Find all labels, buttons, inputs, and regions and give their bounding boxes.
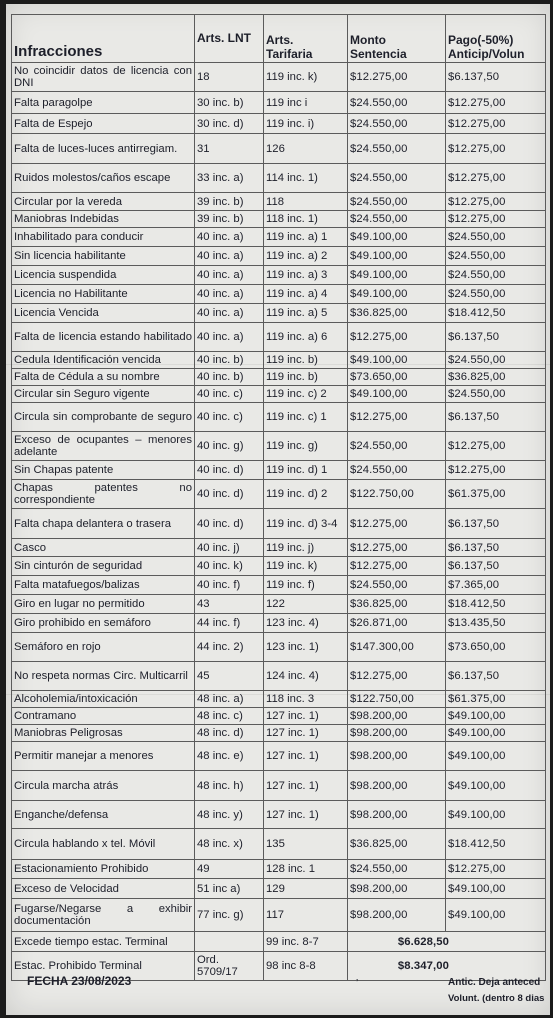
monto-sentencia-cell: $24.550,00 [348,92,446,114]
stray-mark: ’ [356,978,359,989]
pago-anticipado-cell: $49.100,00 [446,879,546,899]
infraction-name: Cedula Identificación vencida [12,352,195,369]
infraction-name: No respeta normas Circ. Multicarril [12,662,195,691]
table-row [12,211,546,228]
monto-merged-cell: $6.628,50 [348,932,546,952]
monto-sentencia-cell: $26.871,00 [348,614,446,633]
monto-sentencia-cell: $49.100,00 [348,247,446,266]
infraction-name: Falta de luces-luces antirregiam. [12,134,195,164]
table-row [12,829,546,860]
document-date: FECHA 23/08/2023 [27,974,132,988]
footnote-line-1: Antic. Deja anteced [448,977,541,988]
infraction-name: Fugarse/Negarse a exhibir documentación [12,899,195,932]
monto-sentencia-cell: $73.650,00 [348,369,446,386]
table-row [12,369,546,386]
pago-anticipado-cell: $12.275,00 [446,114,546,134]
arts-lnt-cell: 40 inc. c) [195,386,264,403]
monto-sentencia-cell: $12.275,00 [348,557,446,576]
infraction-name: Circula sin comprobante de seguro [12,403,195,432]
arts-lnt-cell: 31 [195,134,264,164]
pago-anticipado-cell: $6.137,50 [446,509,546,539]
arts-tarifaria-cell: 118 [264,193,348,211]
monto-sentencia-cell: $24.550,00 [348,860,446,879]
arts-lnt-cell: 44 inc. f) [195,614,264,633]
arts-tarifaria-cell: 127 inc. 1) [264,801,348,829]
arts-tarifaria-cell: 98 inc 8-8 [264,952,348,981]
arts-tarifaria-cell: 119 inc. a) 5 [264,304,348,323]
arts-tarifaria-cell: 123 inc. 4) [264,614,348,633]
pago-anticipado-cell: $24.550,00 [446,352,546,369]
header-infracciones: Infracciones [12,15,195,63]
table-row [12,708,546,725]
table-row [12,725,546,742]
pago-anticipado-cell: $24.550,00 [446,247,546,266]
arts-lnt-cell: 40 inc. c) [195,403,264,432]
infraction-name: Licencia no Habilitante [12,285,195,304]
arts-lnt-cell: 40 inc. g) [195,432,264,461]
arts-tarifaria-cell: 122 [264,595,348,614]
monto-sentencia-cell: $98.200,00 [348,742,446,771]
table-row [12,595,546,614]
infraction-name: Contramano [12,708,195,725]
pago-anticipado-cell: $12.275,00 [446,432,546,461]
monto-sentencia-cell: $98.200,00 [348,801,446,829]
arts-lnt-cell: 48 inc. a) [195,691,264,708]
arts-lnt-cell: 40 inc. a) [195,228,264,247]
infraction-name: Exceso de ocupantes – menores adelante [12,432,195,461]
arts-lnt-cell: 40 inc. d) [195,461,264,480]
monto-sentencia-cell: $98.200,00 [348,725,446,742]
arts-lnt-cell: 48 inc. h) [195,771,264,801]
arts-lnt-cell: 40 inc. k) [195,557,264,576]
arts-tarifaria-cell: 119 inc. d) 3-4 [264,509,348,539]
pago-anticipado-cell: $7.365,00 [446,576,546,595]
table-row [12,801,546,829]
monto-sentencia-cell: $24.550,00 [348,164,446,193]
arts-tarifaria-cell: 123 inc. 1) [264,633,348,662]
table-row [12,134,546,164]
arts-lnt-cell: 30 inc. d) [195,114,264,134]
infraction-name: Chapas patentes no correspondiente [12,480,195,509]
arts-tarifaria-cell: 119 inc. a) 4 [264,285,348,304]
pago-anticipado-cell: $6.137,50 [446,63,546,92]
infraction-name: Licencia suspendida [12,266,195,285]
arts-tarifaria-cell: 119 inc. a) 1 [264,228,348,247]
infraction-name: Giro prohibido en semáforo [12,614,195,633]
monto-sentencia-cell: $98.200,00 [348,708,446,725]
arts-tarifaria-cell: 118 inc. 1) [264,211,348,228]
infraction-name: Circula hablando x tel. Móvil [12,829,195,860]
monto-sentencia-cell: $12.275,00 [348,403,446,432]
arts-tarifaria-cell: 114 inc. 1) [264,164,348,193]
table-row [12,403,546,432]
table-row [12,266,546,285]
infraction-name: Maniobras Indebidas [12,211,195,228]
arts-lnt-cell: 40 inc. d) [195,480,264,509]
pago-anticipado-cell: $49.100,00 [446,771,546,801]
infraction-name: Casco [12,539,195,557]
arts-lnt-cell: 40 inc. b) [195,352,264,369]
arts-lnt-cell: 48 inc. y) [195,801,264,829]
arts-tarifaria-cell: 119 inc. a) 2 [264,247,348,266]
infractions-rows [12,63,546,932]
monto-sentencia-cell: $36.825,00 [348,595,446,614]
pago-anticipado-cell: $6.137,50 [446,403,546,432]
arts-lnt-cell: 44 inc. 2) [195,633,264,662]
infraction-name: Enganche/defensa [12,801,195,829]
arts-lnt-cell: 39 inc. b) [195,193,264,211]
arts-tarifaria-cell: 119 inc. d) 1 [264,461,348,480]
arts-tarifaria-cell: 119 inc. i) [264,114,348,134]
arts-tarifaria-cell: 124 inc. 4) [264,662,348,691]
terminal-row [12,932,546,952]
arts-tarifaria-cell: 118 inc. 3 [264,691,348,708]
pago-anticipado-cell: $12.275,00 [446,461,546,480]
arts-lnt-cell: 39 inc. b) [195,211,264,228]
table-row [12,614,546,633]
infraction-name: Sin cinturón de seguridad [12,557,195,576]
table-row [12,386,546,403]
monto-sentencia-cell: $98.200,00 [348,879,446,899]
table-row [12,63,546,92]
table-row [12,285,546,304]
table-row [12,576,546,595]
footnote-line-2: Volunt. (dentro 8 dias [448,993,545,1004]
pago-anticipado-cell: $36.825,00 [446,369,546,386]
pago-anticipado-cell: $24.550,00 [446,386,546,403]
arts-tarifaria-cell: 119 inc. g) [264,432,348,461]
infraction-name: Falta matafuegos/balizas [12,576,195,595]
table-row [12,557,546,576]
arts-lnt-cell: 40 inc. f) [195,576,264,595]
infractions-table [11,14,546,981]
arts-tarifaria-cell: 99 inc. 8-7 [264,932,348,952]
infraction-name: Ruidos molestos/caños escape [12,164,195,193]
pago-anticipado-cell: $49.100,00 [446,801,546,829]
header-arts-lnt: Arts. LNT [195,15,264,63]
infraction-name: Circular por la vereda [12,193,195,211]
infraction-name: Estac. Prohibido Terminal [12,952,195,981]
monto-sentencia-cell: $36.825,00 [348,304,446,323]
table-row [12,742,546,771]
monto-sentencia-cell: $12.275,00 [348,509,446,539]
infraction-name: Falta de Cédula a su nombre [12,369,195,386]
infraction-name: Circular sin Seguro vigente [12,386,195,403]
arts-lnt-cell: 40 inc. d) [195,509,264,539]
monto-sentencia-cell: $36.825,00 [348,829,446,860]
table-row [12,771,546,801]
monto-sentencia-cell: $24.550,00 [348,114,446,134]
pago-anticipado-cell: $49.100,00 [446,742,546,771]
monto-sentencia-cell: $12.275,00 [348,539,446,557]
table-row [12,247,546,266]
pago-anticipado-cell: $6.137,50 [446,323,546,352]
arts-tarifaria-cell: 119 inc. a) 6 [264,323,348,352]
pago-anticipado-cell: $12.275,00 [446,211,546,228]
arts-lnt-cell: 40 inc. a) [195,285,264,304]
table-row [12,92,546,114]
arts-tarifaria-cell: 119 inc. k) [264,557,348,576]
pago-anticipado-cell: $24.550,00 [446,228,546,247]
monto-sentencia-cell: $24.550,00 [348,432,446,461]
arts-lnt-cell: 48 inc. e) [195,742,264,771]
arts-lnt-cell: 48 inc. x) [195,829,264,860]
arts-lnt-cell: 51 inc a) [195,879,264,899]
infraction-name: Licencia Vencida [12,304,195,323]
pago-anticipado-cell: $49.100,00 [446,899,546,932]
table-row [12,539,546,557]
monto-sentencia-cell: $147.300,00 [348,633,446,662]
arts-lnt-cell: 18 [195,63,264,92]
arts-lnt-cell: 43 [195,595,264,614]
arts-tarifaria-cell: 126 [264,134,348,164]
table-row [12,352,546,369]
arts-lnt-cell: 45 [195,662,264,691]
table-row [12,691,546,708]
arts-lnt-cell: 40 inc. b) [195,369,264,386]
pago-anticipado-cell: $6.137,50 [446,557,546,576]
infraction-name: Falta chapa delantera o trasera [12,509,195,539]
infraction-name: Falta de Espejo [12,114,195,134]
pago-anticipado-cell: $49.100,00 [446,708,546,725]
arts-lnt-cell: 40 inc. a) [195,247,264,266]
arts-tarifaria-cell: 117 [264,899,348,932]
monto-sentencia-cell: $12.275,00 [348,662,446,691]
arts-tarifaria-cell: 135 [264,829,348,860]
table-row [12,633,546,662]
arts-lnt-cell: 30 inc. b) [195,92,264,114]
table-row [12,432,546,461]
table-row [12,662,546,691]
arts-tarifaria-cell: 127 inc. 1) [264,725,348,742]
infraction-name: Falta de licencia estando habilitado [12,323,195,352]
arts-lnt-cell: 40 inc. a) [195,304,264,323]
arts-lnt-cell: 48 inc. d) [195,725,264,742]
arts-lnt-cell: 40 inc. j) [195,539,264,557]
arts-tarifaria-cell: 119 inc. b) [264,369,348,386]
table-row [12,304,546,323]
pago-anticipado-cell: $13.435,50 [446,614,546,633]
arts-tarifaria-cell: 119 inc. d) 2 [264,480,348,509]
pago-anticipado-cell: $12.275,00 [446,860,546,879]
table-row [12,899,546,932]
monto-sentencia-cell: $49.100,00 [348,285,446,304]
monto-sentencia-cell: $49.100,00 [348,352,446,369]
infraction-name: Circula marcha atrás [12,771,195,801]
pago-anticipado-cell: $49.100,00 [446,725,546,742]
monto-sentencia-cell: $49.100,00 [348,266,446,285]
pago-anticipado-cell: $12.275,00 [446,134,546,164]
pago-anticipado-cell: $73.650,00 [446,633,546,662]
infraction-name: Alcoholemia/intoxicación [12,691,195,708]
monto-sentencia-cell: $49.100,00 [348,228,446,247]
monto-sentencia-cell: $98.200,00 [348,771,446,801]
arts-tarifaria-cell: 127 inc. 1) [264,742,348,771]
pago-anticipado-cell: $61.375,00 [446,480,546,509]
arts-tarifaria-cell: 119 inc. a) 3 [264,266,348,285]
arts-lnt-cell: 40 inc. a) [195,266,264,285]
table-row [12,860,546,879]
monto-sentencia-cell: $24.550,00 [348,193,446,211]
infraction-name: Sin Chapas patente [12,461,195,480]
monto-sentencia-cell: $12.275,00 [348,323,446,352]
arts-tarifaria-cell: 119 inc. c) 1 [264,403,348,432]
infraction-name: Permitir manejar a menores [12,742,195,771]
table-row [12,164,546,193]
arts-tarifaria-cell: 119 inc. j) [264,539,348,557]
monto-sentencia-cell: $49.100,00 [348,386,446,403]
arts-tarifaria-cell: 127 inc. 1) [264,708,348,725]
monto-sentencia-cell: $24.550,00 [348,576,446,595]
table-row [12,480,546,509]
monto-sentencia-cell: $122.750,00 [348,691,446,708]
monto-sentencia-cell: $12.275,00 [348,63,446,92]
arts-tarifaria-cell: 119 inc. k) [264,63,348,92]
pago-anticipado-cell: $18.412,50 [446,304,546,323]
pago-anticipado-cell: $24.550,00 [446,285,546,304]
monto-sentencia-cell: $24.550,00 [348,461,446,480]
monto-sentencia-cell: $24.550,00 [348,134,446,164]
header-pago-anticipado: Pago(-50%) Anticip/Volun [446,15,546,63]
monto-sentencia-cell: $98.200,00 [348,899,446,932]
monto-sentencia-cell: $122.750,00 [348,480,446,509]
arts-lnt-cell: 33 inc. a) [195,164,264,193]
infraction-name: Inhabilitado para conducir [12,228,195,247]
arts-tarifaria-cell: 127 inc. 1) [264,771,348,801]
table-row [12,461,546,480]
arts-lnt-cell: 49 [195,860,264,879]
infraction-name: Giro en lugar no permitido [12,595,195,614]
pago-anticipado-cell: $24.550,00 [446,266,546,285]
table-row [12,228,546,247]
arts-lnt-cell: 40 inc. a) [195,323,264,352]
header-arts-tarifaria: Arts. Tarifaria [264,15,348,63]
arts-lnt-cell: Ord. 5709/17 [195,952,264,981]
pago-anticipado-cell: $18.412,50 [446,829,546,860]
infraction-name: Semáforo en rojo [12,633,195,662]
header-monto-sentencia: Monto Sentencia [348,15,446,63]
pago-anticipado-cell: $6.137,50 [446,662,546,691]
arts-lnt-cell [195,932,264,952]
arts-tarifaria-cell: 119 inc. f) [264,576,348,595]
pago-anticipado-cell: $61.375,00 [446,691,546,708]
arts-tarifaria-cell: 119 inc. b) [264,352,348,369]
arts-tarifaria-cell: 128 inc. 1 [264,860,348,879]
arts-lnt-cell: 48 inc. c) [195,708,264,725]
pago-anticipado-cell: $12.275,00 [446,164,546,193]
pago-anticipado-cell: $6.137,50 [446,539,546,557]
pago-anticipado-cell: $12.275,00 [446,92,546,114]
table-row [12,193,546,211]
infraction-name: Excede tiempo estac. Terminal [12,932,195,952]
arts-tarifaria-cell: 129 [264,879,348,899]
table-row [12,879,546,899]
pago-anticipado-cell: $12.275,00 [446,193,546,211]
infraction-name: Sin licencia habilitante [12,247,195,266]
infraction-name: Exceso de Velocidad [12,879,195,899]
infraction-name: No coincidir datos de licencia con DNI [12,63,195,92]
infraction-name: Maniobras Peligrosas [12,725,195,742]
infraction-name: Falta paragolpe [12,92,195,114]
pago-anticipado-cell: $18.412,50 [446,595,546,614]
arts-lnt-cell: 77 inc. g) [195,899,264,932]
arts-tarifaria-cell: 119 inc. c) 2 [264,386,348,403]
arts-tarifaria-cell: 119 inc i [264,92,348,114]
infraction-name: Estacionamiento Prohibido [12,860,195,879]
table-row [12,114,546,134]
table-row [12,323,546,352]
monto-sentencia-cell: $24.550,00 [348,211,446,228]
table-row [12,509,546,539]
monto-merged-cell: $8.347,00 [348,952,546,981]
